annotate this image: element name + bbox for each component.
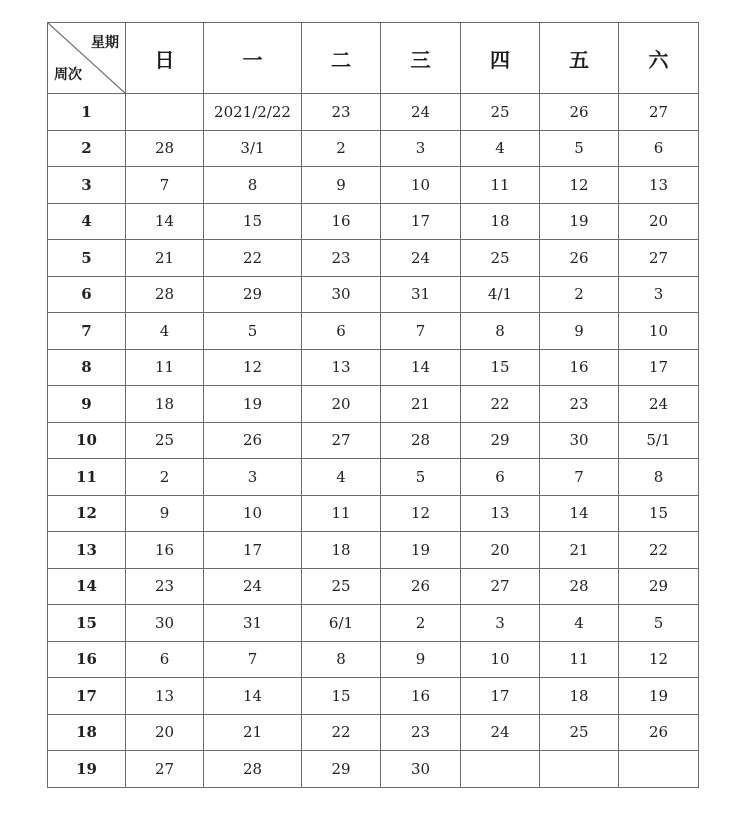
date-cell-tue: 6 [302,313,381,350]
date-cell-sat: 22 [619,532,699,569]
table-row [48,714,699,751]
week-number-cell: 17 [48,678,126,715]
table-row [48,386,699,423]
date-cell-sat: 12 [619,641,699,678]
date-cell-mon: 17 [204,532,302,569]
date-cell-sat: 15 [619,495,699,532]
date-cell-wed: 28 [381,422,461,459]
table-row [48,130,699,167]
date-cell-tue: 8 [302,641,381,678]
date-cell-mon: 31 [204,605,302,642]
week-calendar-table [47,22,699,788]
table-row [48,605,699,642]
date-cell-sun: 4 [126,313,204,350]
date-cell-sun: 14 [126,203,204,240]
date-cell-sun: 30 [126,605,204,642]
date-cell-mon: 12 [204,349,302,386]
date-cell-sat: 13 [619,167,699,204]
table-row [48,422,699,459]
date-cell-fri: 30 [540,422,619,459]
date-cell-mon: 28 [204,751,302,788]
date-cell-wed: 31 [381,276,461,313]
date-cell-sun: 7 [126,167,204,204]
date-cell-tue: 23 [302,240,381,277]
week-number-cell: 18 [48,714,126,751]
date-cell-sun: 6 [126,641,204,678]
date-cell-wed: 10 [381,167,461,204]
week-number-cell: 13 [48,532,126,569]
corner-header-cell [48,23,126,94]
table-row [48,751,699,788]
date-cell-thu: 4 [461,130,540,167]
date-cell-fri: 12 [540,167,619,204]
date-cell-wed: 19 [381,532,461,569]
date-cell-mon: 22 [204,240,302,277]
table-row [48,94,699,131]
date-cell-tue: 4 [302,459,381,496]
date-cell-sat: 19 [619,678,699,715]
week-number-cell: 14 [48,568,126,605]
date-cell-sun [126,94,204,131]
week-number-cell: 7 [48,313,126,350]
date-cell-tue: 25 [302,568,381,605]
date-cell-thu: 25 [461,240,540,277]
date-cell-wed: 24 [381,94,461,131]
date-cell-wed: 24 [381,240,461,277]
date-cell-sun: 11 [126,349,204,386]
date-cell-sat [619,751,699,788]
date-cell-wed: 21 [381,386,461,423]
week-number-cell: 1 [48,94,126,131]
date-cell-fri: 18 [540,678,619,715]
week-number-cell: 4 [48,203,126,240]
date-cell-thu: 3 [461,605,540,642]
date-cell-thu: 27 [461,568,540,605]
date-cell-sun: 25 [126,422,204,459]
date-cell-mon: 3/1 [204,130,302,167]
date-cell-sat: 20 [619,203,699,240]
date-cell-sun: 2 [126,459,204,496]
date-cell-wed: 14 [381,349,461,386]
date-cell-wed: 7 [381,313,461,350]
date-cell-tue: 30 [302,276,381,313]
week-axis-label: 周次 [54,67,82,83]
date-cell-wed: 2 [381,605,461,642]
date-cell-fri: 2 [540,276,619,313]
table-row [48,313,699,350]
date-cell-thu: 11 [461,167,540,204]
date-cell-sun: 9 [126,495,204,532]
date-cell-sun: 23 [126,568,204,605]
week-number-cell: 15 [48,605,126,642]
date-cell-sun: 28 [126,130,204,167]
date-cell-wed: 16 [381,678,461,715]
date-cell-thu: 20 [461,532,540,569]
table-row [48,167,699,204]
week-number-cell: 5 [48,240,126,277]
table-row [48,641,699,678]
date-cell-sat: 5/1 [619,422,699,459]
week-number-cell: 9 [48,386,126,423]
date-cell-mon: 5 [204,313,302,350]
header-row [48,23,699,94]
date-cell-thu: 13 [461,495,540,532]
table-row [48,240,699,277]
table-row [48,276,699,313]
date-cell-wed: 26 [381,568,461,605]
date-cell-wed: 12 [381,495,461,532]
date-cell-tue: 18 [302,532,381,569]
date-cell-wed: 30 [381,751,461,788]
date-cell-fri: 26 [540,240,619,277]
table-row [48,678,699,715]
date-cell-sat: 26 [619,714,699,751]
date-cell-fri: 21 [540,532,619,569]
day-header-sun: 日 [126,23,204,94]
date-cell-tue: 20 [302,386,381,423]
date-cell-mon: 26 [204,422,302,459]
date-cell-mon: 10 [204,495,302,532]
date-cell-thu: 10 [461,641,540,678]
week-number-cell: 11 [48,459,126,496]
date-cell-fri: 11 [540,641,619,678]
date-cell-fri: 19 [540,203,619,240]
week-number-cell: 10 [48,422,126,459]
date-cell-fri: 28 [540,568,619,605]
week-number-cell: 6 [48,276,126,313]
date-cell-sat: 24 [619,386,699,423]
day-header-fri: 五 [540,23,619,94]
date-cell-thu: 24 [461,714,540,751]
day-header-mon: 一 [204,23,302,94]
date-cell-fri: 5 [540,130,619,167]
date-cell-tue: 2 [302,130,381,167]
weekday-axis-label: 星期 [91,35,119,51]
date-cell-mon: 14 [204,678,302,715]
week-number-cell: 3 [48,167,126,204]
date-cell-wed: 9 [381,641,461,678]
date-cell-fri: 25 [540,714,619,751]
date-cell-sun: 21 [126,240,204,277]
table-row [48,495,699,532]
date-cell-tue: 16 [302,203,381,240]
date-cell-sat: 27 [619,94,699,131]
date-cell-thu: 25 [461,94,540,131]
date-cell-sat: 5 [619,605,699,642]
date-cell-tue: 6/1 [302,605,381,642]
date-cell-fri: 26 [540,94,619,131]
date-cell-fri: 4 [540,605,619,642]
week-number-cell: 2 [48,130,126,167]
date-cell-sun: 27 [126,751,204,788]
date-cell-tue: 15 [302,678,381,715]
date-cell-tue: 13 [302,349,381,386]
date-cell-fri [540,751,619,788]
date-cell-thu [461,751,540,788]
date-cell-sat: 6 [619,130,699,167]
date-cell-sat: 10 [619,313,699,350]
date-cell-sun: 16 [126,532,204,569]
date-cell-fri: 9 [540,313,619,350]
date-cell-thu: 4/1 [461,276,540,313]
date-cell-sat: 8 [619,459,699,496]
day-header-sat: 六 [619,23,699,94]
date-cell-mon: 2021/2/22 [204,94,302,131]
date-cell-wed: 17 [381,203,461,240]
day-header-thu: 四 [461,23,540,94]
date-cell-mon: 24 [204,568,302,605]
table-row [48,203,699,240]
calendar-table-wrapper [47,22,699,788]
date-cell-wed: 23 [381,714,461,751]
date-cell-mon: 21 [204,714,302,751]
date-cell-thu: 18 [461,203,540,240]
date-cell-mon: 8 [204,167,302,204]
date-cell-fri: 16 [540,349,619,386]
date-cell-sun: 20 [126,714,204,751]
table-row [48,532,699,569]
date-cell-sun: 28 [126,276,204,313]
date-cell-thu: 22 [461,386,540,423]
date-cell-fri: 23 [540,386,619,423]
date-cell-sat: 17 [619,349,699,386]
date-cell-tue: 22 [302,714,381,751]
date-cell-tue: 23 [302,94,381,131]
week-number-cell: 16 [48,641,126,678]
date-cell-thu: 17 [461,678,540,715]
date-cell-sat: 29 [619,568,699,605]
date-cell-sat: 3 [619,276,699,313]
week-number-cell: 12 [48,495,126,532]
day-header-tue: 二 [302,23,381,94]
date-cell-sat: 27 [619,240,699,277]
date-cell-thu: 6 [461,459,540,496]
date-cell-wed: 5 [381,459,461,496]
table-row [48,568,699,605]
date-cell-tue: 27 [302,422,381,459]
date-cell-tue: 9 [302,167,381,204]
date-cell-mon: 15 [204,203,302,240]
table-row [48,349,699,386]
date-cell-tue: 11 [302,495,381,532]
date-cell-thu: 29 [461,422,540,459]
date-cell-mon: 29 [204,276,302,313]
date-cell-thu: 15 [461,349,540,386]
week-number-cell: 19 [48,751,126,788]
date-cell-sun: 13 [126,678,204,715]
table-row [48,459,699,496]
date-cell-fri: 14 [540,495,619,532]
week-number-cell: 8 [48,349,126,386]
date-cell-mon: 19 [204,386,302,423]
date-cell-thu: 8 [461,313,540,350]
date-cell-sun: 18 [126,386,204,423]
date-cell-mon: 3 [204,459,302,496]
date-cell-tue: 29 [302,751,381,788]
date-cell-fri: 7 [540,459,619,496]
day-header-wed: 三 [381,23,461,94]
date-cell-wed: 3 [381,130,461,167]
calendar-body [48,94,699,788]
date-cell-mon: 7 [204,641,302,678]
